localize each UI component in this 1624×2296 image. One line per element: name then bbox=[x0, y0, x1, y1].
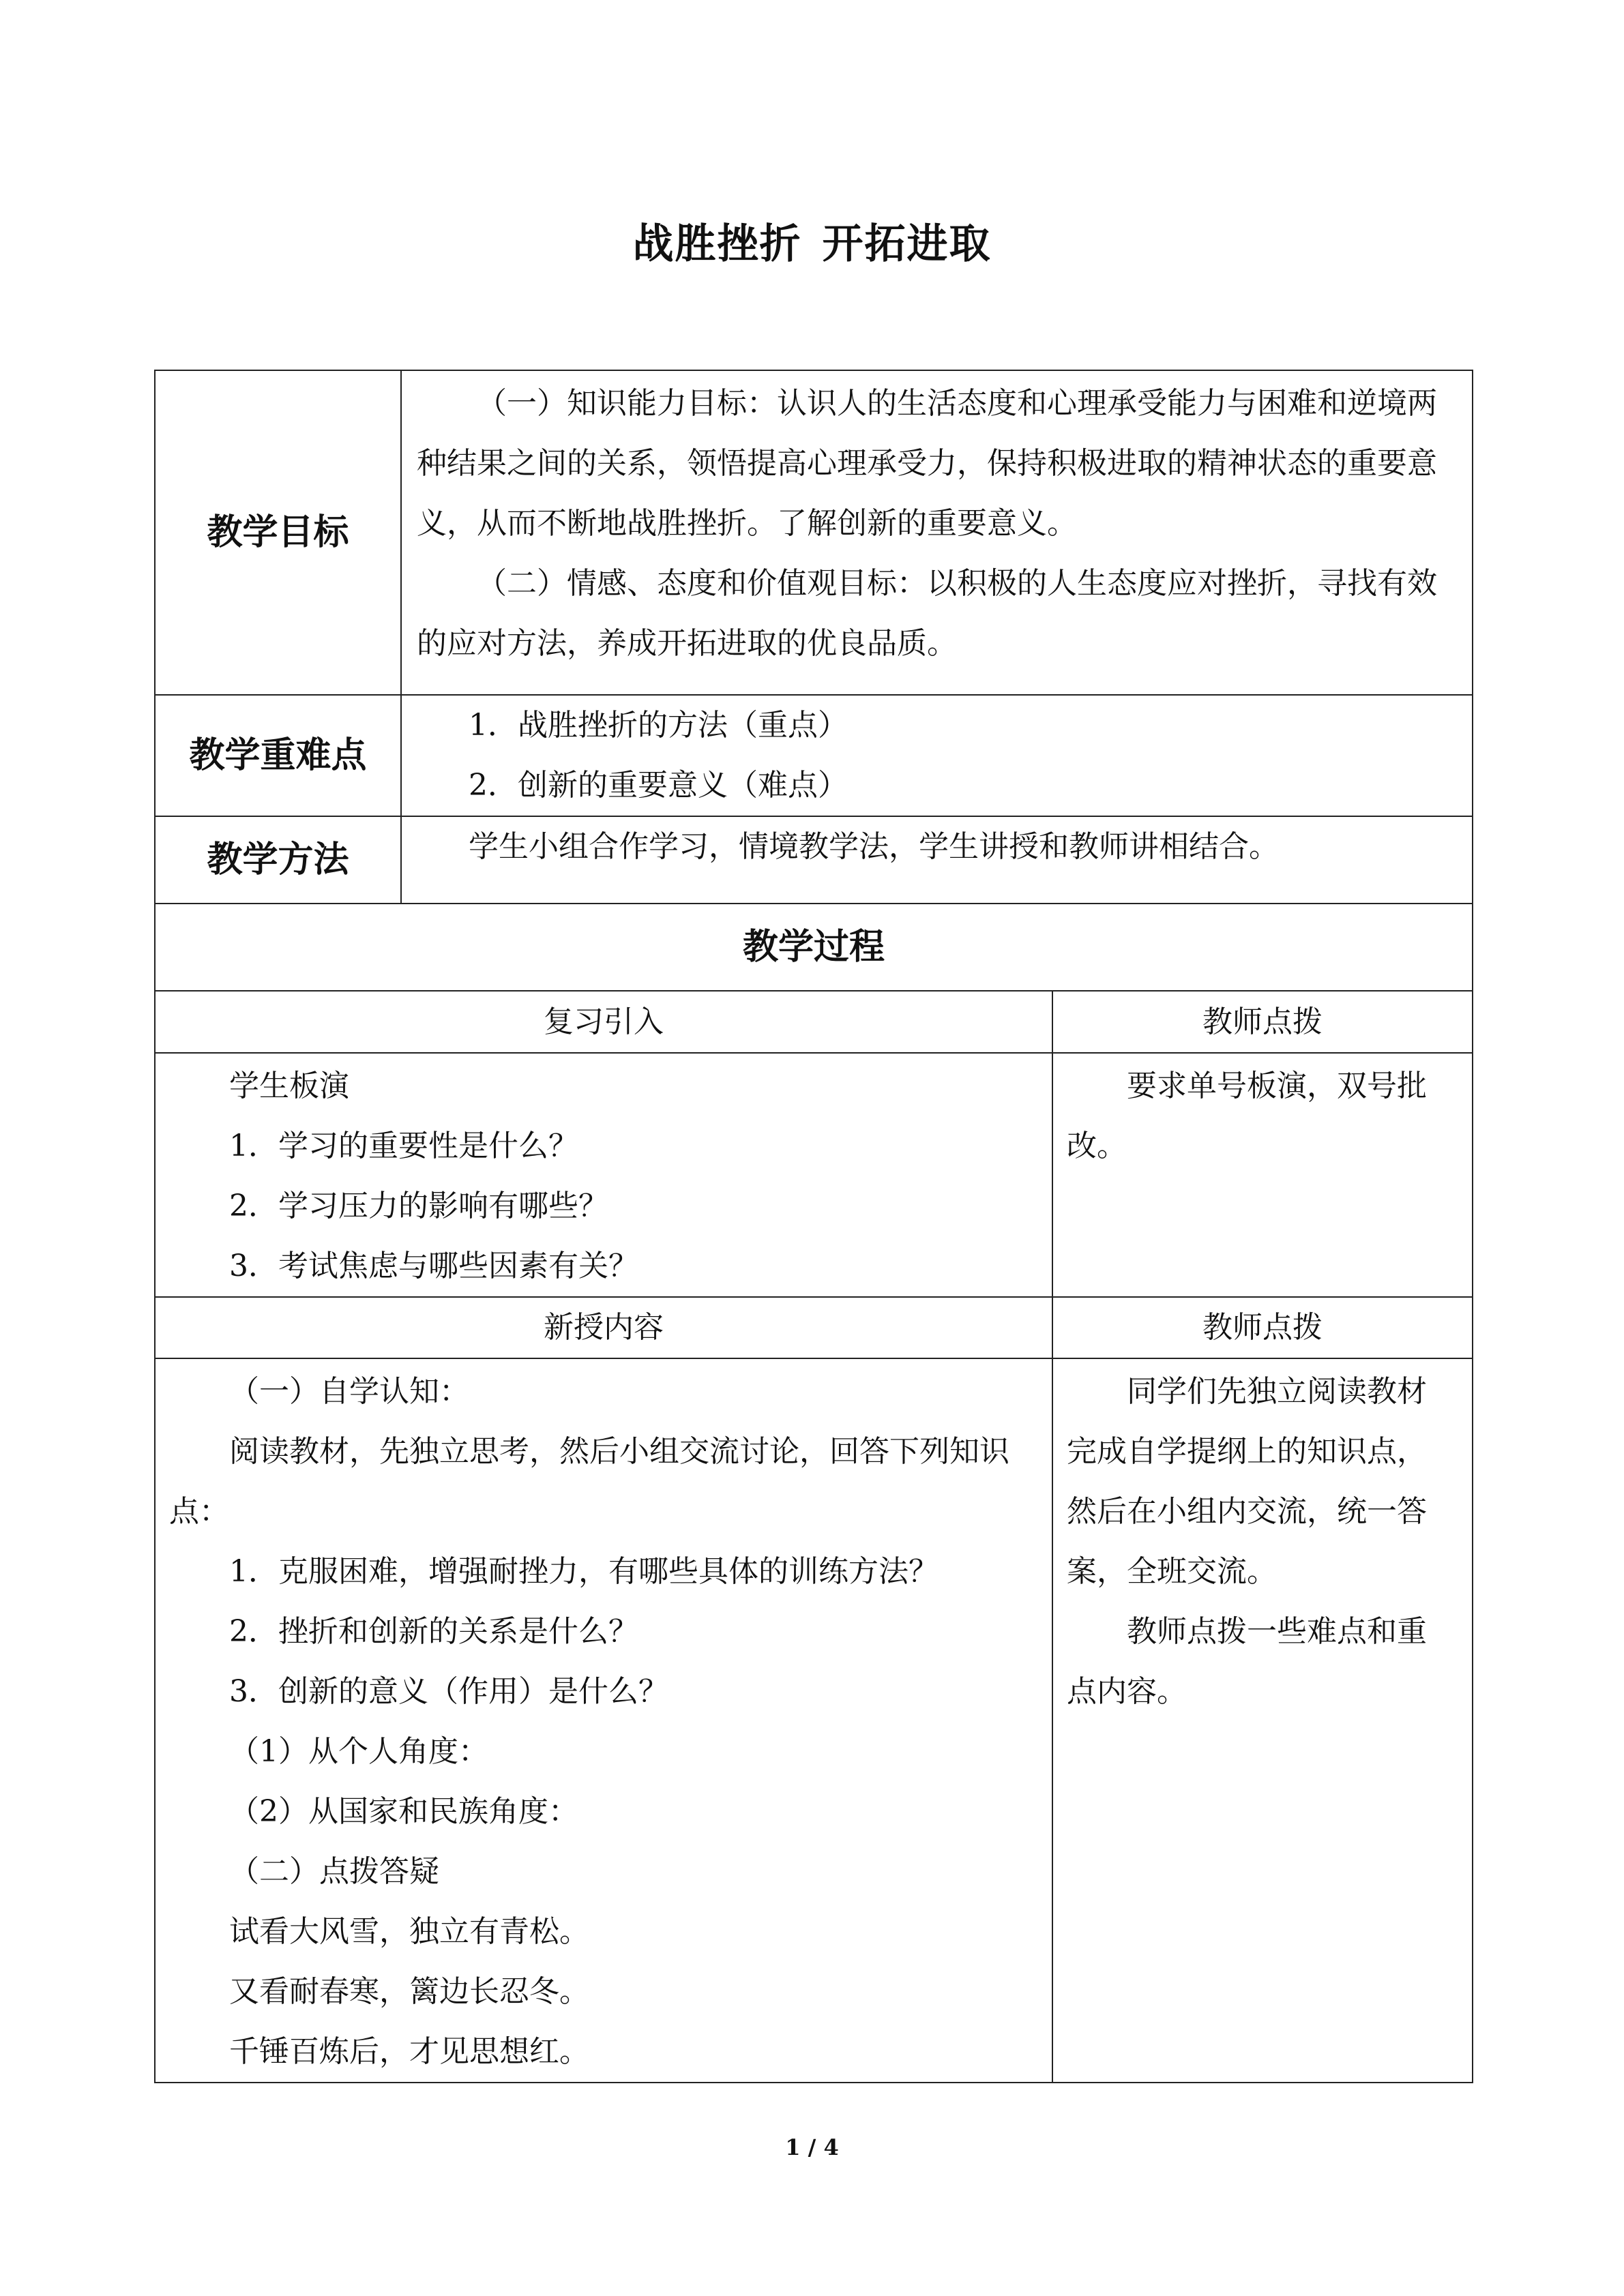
objectives-label: 教学目标 bbox=[155, 370, 401, 695]
process-heading: 教学过程 bbox=[155, 904, 1473, 991]
review-line: 学生板演 bbox=[229, 1069, 349, 1103]
objectives-content bbox=[401, 370, 1473, 695]
new-body-row bbox=[155, 1358, 1473, 2083]
title-part-2: 开拓进取 bbox=[822, 220, 992, 268]
review-line: 1．学习的重要性是什么？ bbox=[229, 1129, 578, 1163]
new-guidance-p2: 教师点拨一些难点和重点内容。 bbox=[1067, 1614, 1427, 1709]
method-text: 学生小组合作学习，情境教学法，学生讲授和教师讲相结合。 bbox=[469, 829, 1279, 864]
key-points-label: 教学重难点 bbox=[155, 695, 401, 816]
title-part-1: 战胜挫折 bbox=[632, 220, 802, 268]
new-guidance-p1: 同学们先独立阅读教材完成自学提纲上的知识点，然后在小组内交流，统一答案，全班交流。 bbox=[1067, 1374, 1427, 1589]
method-row bbox=[155, 816, 1473, 904]
new-line: （二）点拨答疑 bbox=[229, 1854, 439, 1889]
new-intro-text: 阅读教材，先独立思考，然后小组交流讨论，回答下列知识点： bbox=[169, 1434, 1009, 1529]
review-left-content bbox=[155, 1053, 1052, 1297]
new-header-row bbox=[155, 1297, 1473, 1358]
new-right-content bbox=[1052, 1358, 1473, 2083]
review-header-row bbox=[155, 991, 1473, 1053]
poem-line: 又看耐春寒，篱边长忍冬。 bbox=[229, 1974, 589, 2009]
new-left-header: 新授内容 bbox=[155, 1297, 1052, 1358]
review-left-header: 复习引入 bbox=[155, 991, 1052, 1053]
method-content bbox=[401, 816, 1473, 904]
objectives-row bbox=[155, 370, 1473, 695]
review-right-content bbox=[1052, 1053, 1473, 1297]
key-point-item: 2．创新的重要意义（难点） bbox=[469, 768, 848, 803]
page-number: 1 / 4 bbox=[785, 2134, 839, 2160]
review-line: 3．考试焦虑与哪些因素有关？ bbox=[229, 1249, 638, 1283]
review-guidance-text: 要求单号板演，双号批改。 bbox=[1067, 1069, 1427, 1163]
poem-line: 千锤百炼后，才见思想红。 bbox=[229, 2034, 589, 2069]
key-points-row bbox=[155, 695, 1473, 816]
new-line: 1．克服困难，增强耐挫力，有哪些具体的训练方法？ bbox=[229, 1554, 939, 1589]
review-line: 2．学习压力的影响有哪些？ bbox=[229, 1189, 608, 1223]
key-point-item: 1．战胜挫折的方法（重点） bbox=[469, 708, 848, 743]
process-heading-row bbox=[155, 904, 1473, 991]
page-title bbox=[0, 211, 1624, 270]
new-intro-heading: （一）自学认知： bbox=[229, 1374, 469, 1409]
objectives-emotion: （二）情感、态度和价值观目标：以积极的人生态度应对挫折，寻找有效的应对方法，养成开拓进取的优良品质。 bbox=[417, 566, 1437, 661]
new-right-header: 教师点拨 bbox=[1052, 1297, 1473, 1358]
new-left-content bbox=[155, 1358, 1052, 2083]
review-body-row bbox=[155, 1053, 1473, 1297]
new-line: （2）从国家和民族角度： bbox=[229, 1794, 578, 1829]
review-right-header: 教师点拨 bbox=[1052, 991, 1473, 1053]
lesson-plan-table bbox=[154, 370, 1473, 2083]
new-line: 3．创新的意义（作用）是什么？ bbox=[229, 1674, 668, 1709]
objectives-knowledge: （一）知识能力目标：认识人的生活态度和心理承受能力与困难和逆境两种结果之间的关系，领悟提高心理承受力，保持积极进取的精神状态的重要意义，从而不断地战胜挫折。了解创新的重要意义。 bbox=[417, 386, 1437, 541]
poem-line: 试看大风雪，独立有青松。 bbox=[229, 1914, 589, 1949]
method-label: 教学方法 bbox=[155, 816, 401, 904]
new-line: 2．挫折和创新的关系是什么？ bbox=[229, 1614, 638, 1649]
new-line: （1）从个人角度： bbox=[229, 1734, 488, 1769]
key-points-content bbox=[401, 695, 1473, 816]
